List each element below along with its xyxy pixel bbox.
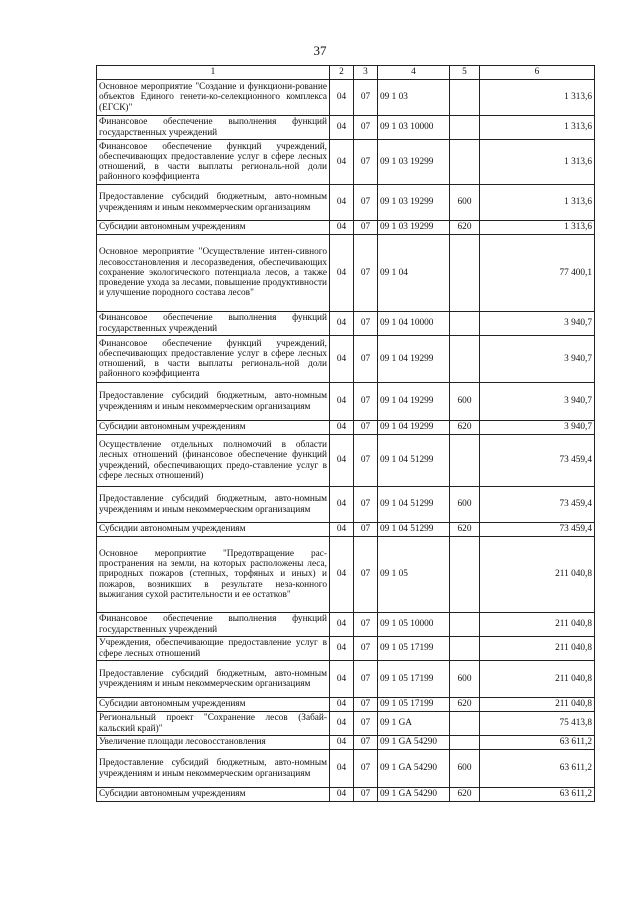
target-article-cell: 09 1 03 — [378, 80, 450, 116]
table-row — [97, 140, 595, 185]
section-code-cell: 04 — [330, 661, 354, 698]
amount-cell: 63 611,2 — [480, 788, 595, 802]
amount-cell: 211 040,8 — [480, 698, 595, 712]
table-row — [97, 435, 595, 487]
target-article-cell: 09 1 04 — [378, 235, 450, 312]
amount-cell: 1 313,6 — [480, 116, 595, 140]
section-code-cell: 04 — [330, 537, 354, 613]
amount-cell: 73 459,4 — [480, 487, 595, 523]
table-row — [97, 421, 595, 435]
section-code-cell: 04 — [330, 523, 354, 537]
target-article-cell: 09 1 04 51299 — [378, 523, 450, 537]
row-name-cell: Предоставление субсидий бюджетным, авто-номным учреждениям и иным некоммерческим организациям — [97, 185, 330, 221]
table-row — [97, 80, 595, 116]
section-code-cell: 04 — [330, 788, 354, 802]
expense-type-cell — [450, 140, 480, 185]
table-row — [97, 185, 595, 221]
expense-type-cell — [450, 80, 480, 116]
section-code-cell: 04 — [330, 736, 354, 750]
budget-table — [96, 65, 595, 802]
subsection-code-cell: 07 — [354, 523, 378, 537]
header-cell: 2 — [330, 66, 354, 80]
amount-cell: 211 040,8 — [480, 537, 595, 613]
table-row — [97, 116, 595, 140]
section-code-cell: 04 — [330, 487, 354, 523]
expense-type-cell: 620 — [450, 788, 480, 802]
expense-type-cell — [450, 712, 480, 736]
target-article-cell: 09 1 05 17199 — [378, 698, 450, 712]
expense-type-cell: 620 — [450, 698, 480, 712]
row-name-cell: Основное мероприятие "Предотвращение рас-пространения на земли, на которых расположены леса, природных пожаров (степных, торфяных и иных) и пожаров, возникших в результате неза-конного выжигания сухой растительности и ее остатков" — [97, 537, 330, 613]
amount-cell: 1 313,6 — [480, 140, 595, 185]
expense-type-cell — [450, 235, 480, 312]
target-article-cell: 09 1 04 19299 — [378, 421, 450, 435]
row-name-cell: Предоставление субсидий бюджетным, авто-номным учреждениям и иным некоммерческим организациям — [97, 661, 330, 698]
table-row — [97, 537, 595, 613]
expense-type-cell — [450, 435, 480, 487]
row-name-cell: Осуществление отдельных полномочий в области лесных отношений (финансовое обеспечение функций учреждений, обеспечивающих предо-ставление услуг в сфере лесных отношений) — [97, 435, 330, 487]
row-name-cell: Увеличение площади лесовосстановления — [97, 736, 330, 750]
section-code-cell: 04 — [330, 637, 354, 661]
row-name-cell: Субсидии автономным учреждениям — [97, 698, 330, 712]
section-code-cell: 04 — [330, 712, 354, 736]
table-row — [97, 698, 595, 712]
section-code-cell: 04 — [330, 435, 354, 487]
page-number: 37 — [313, 43, 327, 58]
target-article-cell: 09 1 GA 54290 — [378, 788, 450, 802]
header-row — [97, 66, 595, 80]
subsection-code-cell: 07 — [354, 312, 378, 336]
expense-type-cell: 600 — [450, 383, 480, 421]
target-article-cell: 09 1 04 19299 — [378, 383, 450, 421]
subsection-code-cell: 07 — [354, 80, 378, 116]
expense-type-cell: 620 — [450, 221, 480, 235]
target-article-cell: 09 1 03 19299 — [378, 140, 450, 185]
section-code-cell: 04 — [330, 116, 354, 140]
subsection-code-cell: 07 — [354, 116, 378, 140]
target-article-cell: 09 1 05 17199 — [378, 637, 450, 661]
subsection-code-cell: 07 — [354, 140, 378, 185]
table-row — [97, 487, 595, 523]
expense-type-cell: 600 — [450, 487, 480, 523]
subsection-code-cell: 07 — [354, 750, 378, 788]
target-article-cell: 09 1 03 10000 — [378, 116, 450, 140]
row-name-cell: Финансовое обеспечение функций учреждений, обеспечивающих предоставление услуг в сфере лесных отношений, в части выплаты региональ-ной доли районного коэффициента — [97, 140, 330, 185]
row-name-cell: Основное мероприятие "Создание и функциони-рование объектов Единого генети-ко-селекционного комплекса (ЕГСК)" — [97, 80, 330, 116]
target-article-cell: 09 1 GA 54290 — [378, 736, 450, 750]
expense-type-cell — [450, 336, 480, 383]
target-article-cell: 09 1 GA 54290 — [378, 750, 450, 788]
target-article-cell: 09 1 04 19299 — [378, 336, 450, 383]
table-row — [97, 712, 595, 736]
target-article-cell: 09 1 04 10000 — [378, 312, 450, 336]
section-code-cell: 04 — [330, 80, 354, 116]
subsection-code-cell: 07 — [354, 661, 378, 698]
table-row — [97, 336, 595, 383]
table-row — [97, 221, 595, 235]
expense-type-cell: 600 — [450, 750, 480, 788]
expense-type-cell — [450, 537, 480, 613]
table-row — [97, 523, 595, 537]
row-name-cell: Учреждения, обеспечивающие предоставление услуг в сфере лесных отношений — [97, 637, 330, 661]
header-cell: 5 — [450, 66, 480, 80]
row-name-cell: Предоставление субсидий бюджетным, авто-номным учреждениям и иным некоммерческим организациям — [97, 750, 330, 788]
amount-cell: 3 940,7 — [480, 336, 595, 383]
subsection-code-cell: 07 — [354, 435, 378, 487]
table-row — [97, 312, 595, 336]
section-code-cell: 04 — [330, 140, 354, 185]
expense-type-cell — [450, 116, 480, 140]
subsection-code-cell: 07 — [354, 736, 378, 750]
expense-type-cell: 620 — [450, 523, 480, 537]
amount-cell: 77 400,1 — [480, 235, 595, 312]
target-article-cell: 09 1 05 17199 — [378, 661, 450, 698]
row-name-cell: Предоставление субсидий бюджетным, авто-номным учреждениям и иным некоммерческим организациям — [97, 487, 330, 523]
target-article-cell: 09 1 04 51299 — [378, 435, 450, 487]
table-row — [97, 661, 595, 698]
table-row — [97, 750, 595, 788]
subsection-code-cell: 07 — [354, 487, 378, 523]
subsection-code-cell: 07 — [354, 788, 378, 802]
amount-cell: 1 313,6 — [480, 185, 595, 221]
subsection-code-cell: 07 — [354, 421, 378, 435]
expense-type-cell — [450, 613, 480, 637]
header-cell: 1 — [97, 66, 330, 80]
row-name-cell: Региональный проект "Сохранение лесов (Забай-кальский край)" — [97, 712, 330, 736]
row-name-cell: Субсидии автономным учреждениям — [97, 788, 330, 802]
table-row — [97, 736, 595, 750]
amount-cell: 3 940,7 — [480, 421, 595, 435]
target-article-cell: 09 1 GA — [378, 712, 450, 736]
header-cell: 3 — [354, 66, 378, 80]
subsection-code-cell: 07 — [354, 185, 378, 221]
header-cell: 4 — [378, 66, 450, 80]
section-code-cell: 04 — [330, 235, 354, 312]
subsection-code-cell: 07 — [354, 221, 378, 235]
amount-cell: 1 313,6 — [480, 221, 595, 235]
table-row — [97, 788, 595, 802]
subsection-code-cell: 07 — [354, 383, 378, 421]
row-name-cell: Субсидии автономным учреждениям — [97, 221, 330, 235]
row-name-cell: Финансовое обеспечение функций учреждений, обеспечивающих предоставление услуг в сфере лесных отношений, в части выплаты региональ-ной доли районного коэффициента — [97, 336, 330, 383]
section-code-cell: 04 — [330, 312, 354, 336]
table-row — [97, 613, 595, 637]
target-article-cell: 09 1 04 51299 — [378, 487, 450, 523]
section-code-cell: 04 — [330, 185, 354, 221]
table-body — [97, 80, 595, 802]
amount-cell: 211 040,8 — [480, 637, 595, 661]
row-name-cell: Предоставление субсидий бюджетным, авто-номным учреждениям и иным некоммерческим организациям — [97, 383, 330, 421]
amount-cell: 63 611,2 — [480, 750, 595, 788]
target-article-cell: 09 1 03 19299 — [378, 185, 450, 221]
amount-cell: 211 040,8 — [480, 661, 595, 698]
section-code-cell: 04 — [330, 613, 354, 637]
subsection-code-cell: 07 — [354, 613, 378, 637]
section-code-cell: 04 — [330, 750, 354, 788]
expense-type-cell — [450, 312, 480, 336]
table-row — [97, 383, 595, 421]
subsection-code-cell: 07 — [354, 537, 378, 613]
amount-cell: 1 313,6 — [480, 80, 595, 116]
amount-cell: 73 459,4 — [480, 435, 595, 487]
amount-cell: 3 940,7 — [480, 312, 595, 336]
subsection-code-cell: 07 — [354, 698, 378, 712]
row-name-cell: Финансовое обеспечение выполнения функций государственных учреждений — [97, 312, 330, 336]
row-name-cell: Финансовое обеспечение выполнения функций государственных учреждений — [97, 613, 330, 637]
amount-cell: 73 459,4 — [480, 523, 595, 537]
expense-type-cell: 600 — [450, 185, 480, 221]
expense-type-cell — [450, 637, 480, 661]
amount-cell: 3 940,7 — [480, 383, 595, 421]
expense-type-cell — [450, 736, 480, 750]
row-name-cell: Субсидии автономным учреждениям — [97, 523, 330, 537]
section-code-cell: 04 — [330, 698, 354, 712]
subsection-code-cell: 07 — [354, 336, 378, 383]
amount-cell: 211 040,8 — [480, 613, 595, 637]
section-code-cell: 04 — [330, 336, 354, 383]
section-code-cell: 04 — [330, 221, 354, 235]
subsection-code-cell: 07 — [354, 637, 378, 661]
expense-type-cell: 600 — [450, 661, 480, 698]
target-article-cell: 09 1 03 19299 — [378, 221, 450, 235]
row-name-cell: Основное мероприятие "Осуществление интен-сивного лесовосстановления и лесоразведения, обеспечивающих сохранение экологического потенциала лесов, а также проведение ухода за лесами, повышение продуктивности и улучшение породного состава лесов" — [97, 235, 330, 312]
expense-type-cell: 620 — [450, 421, 480, 435]
row-name-cell: Субсидии автономным учреждениям — [97, 421, 330, 435]
subsection-code-cell: 07 — [354, 235, 378, 312]
amount-cell: 75 413,8 — [480, 712, 595, 736]
subsection-code-cell: 07 — [354, 712, 378, 736]
section-code-cell: 04 — [330, 383, 354, 421]
amount-cell: 63 611,2 — [480, 736, 595, 750]
target-article-cell: 09 1 05 10000 — [378, 613, 450, 637]
table-row — [97, 235, 595, 312]
table-row — [97, 637, 595, 661]
target-article-cell: 09 1 05 — [378, 537, 450, 613]
header-cell: 6 — [480, 66, 595, 80]
section-code-cell: 04 — [330, 421, 354, 435]
row-name-cell: Финансовое обеспечение выполнения функций государственных учреждений — [97, 116, 330, 140]
